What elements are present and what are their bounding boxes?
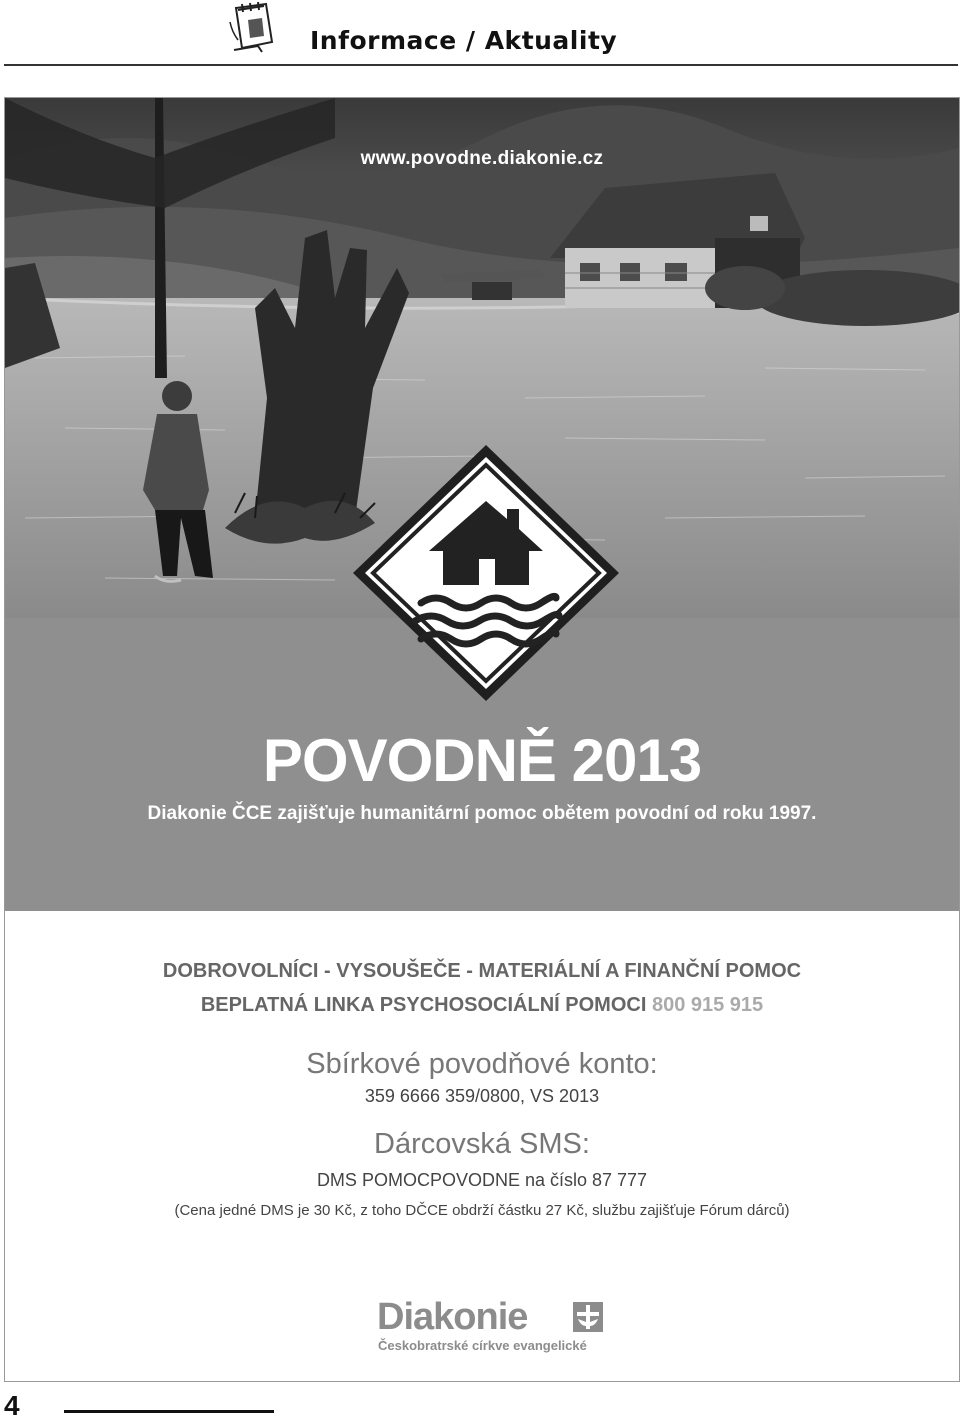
flood-warning-sign-icon xyxy=(351,443,621,703)
brand-name: Diakonie xyxy=(377,1296,528,1338)
campaign-url[interactable]: www.povodne.diakonie.cz xyxy=(360,148,604,169)
sms-instructions: DMS POMOCPOVODNE na číslo 87 777 xyxy=(316,1170,648,1190)
brand-subtitle: Českobratrské církve evangelické xyxy=(378,1338,587,1353)
hotline-line xyxy=(5,994,959,1017)
chalice-cross-logo-icon xyxy=(573,1302,603,1332)
hotline-label: BEPLATNÁ LINKA PSYCHOSOCIÁLNÍ POMOCI xyxy=(200,994,647,1016)
poster-title: POVODNĚ 2013 xyxy=(262,727,702,794)
header-rule xyxy=(4,64,958,66)
page-header xyxy=(0,0,960,66)
footer-rule xyxy=(64,1410,274,1413)
hotline-phone[interactable]: 800 915 915 xyxy=(651,994,764,1016)
account-number: 359 6666 359/0800, VS 2013 xyxy=(364,1086,600,1106)
flood-appeal-poster xyxy=(4,97,960,1382)
sms-heading: Dárcovská SMS: xyxy=(374,1128,590,1160)
sms-note: (Cena jedné DMS je 30 Kč, z toho DČCE obdrží částku 27 Kč, službu zajišťuje Fórum dárců) xyxy=(174,1202,790,1219)
diakonie-logo xyxy=(377,1296,607,1356)
calendar-page-icon xyxy=(228,2,290,54)
help-types: DOBROVOLNÍCI - VYSOUŠEČE - MATERIÁLNÍ A FINANČNÍ POMOC xyxy=(162,960,802,982)
account-heading: Sbírkové povodňové konto: xyxy=(306,1048,658,1080)
page-number: 4 xyxy=(4,1390,20,1421)
section-title: Informace / Aktuality xyxy=(310,26,618,55)
poster-subtitle: Diakonie ČCE zajišťuje humanitární pomoc obětem povodní od roku 1997. xyxy=(147,803,817,824)
